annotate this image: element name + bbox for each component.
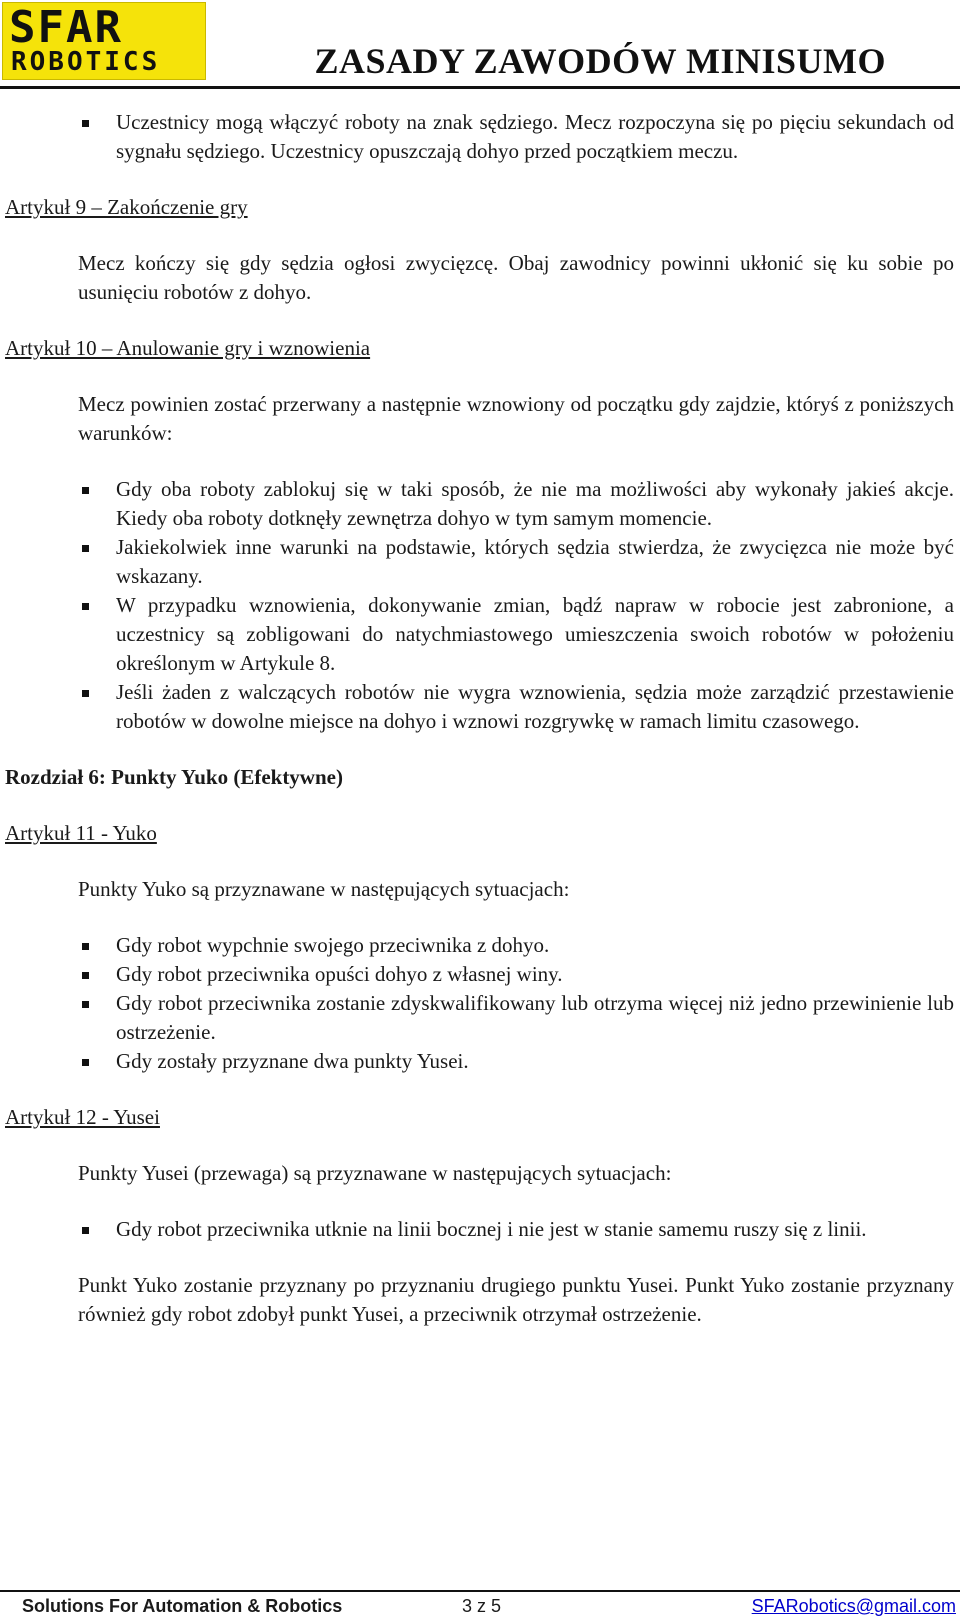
article-10-heading: Artykuł 10 – Anulowanie gry i wznowienia bbox=[5, 336, 371, 360]
bullet-square-icon bbox=[82, 545, 89, 552]
bullet-square-icon bbox=[82, 487, 89, 494]
article-11-text: Punkty Yuko są przyznawane w następujących sytuacjach: bbox=[78, 877, 570, 901]
bullet-square-icon bbox=[82, 1227, 89, 1234]
bullet-square-icon bbox=[82, 943, 89, 950]
bullet-square-icon bbox=[82, 120, 89, 127]
bullet-square-icon bbox=[82, 1001, 89, 1008]
list-item: Gdy robot wypchnie swojego przeciwnika z dohyo. bbox=[0, 931, 960, 960]
article-10-text: Mecz powinien zostać przerwany a następnie wznowiony od początku gdy zajdzie, któryś z poniższych warunków: bbox=[78, 392, 954, 445]
list-item: Jakiekolwiek inne warunki na podstawie, których sędzia stwierdza, że zwycięzca nie może być wskazany. bbox=[0, 533, 960, 591]
list-item: Gdy oba roboty zablokuj się w taki sposób, że nie ma możliwości aby wykonały jakieś akcje. Kiedy oba roboty dotknęły zewnętrza dohyo w tym samym momencie. bbox=[0, 475, 960, 533]
sfar-robotics-logo bbox=[2, 2, 206, 80]
logo-wordmark-top: SFAR bbox=[9, 2, 123, 53]
footer-email-link[interactable]: SFARobotics@gmail.com bbox=[751, 1596, 956, 1616]
article-12-text: Punkty Yusei (przewaga) są przyznawane w następujących sytuacjach: bbox=[78, 1161, 672, 1185]
bullet-square-icon bbox=[82, 1059, 89, 1066]
bullet-square-icon bbox=[82, 690, 89, 697]
article-11-bullet-list bbox=[0, 931, 960, 1076]
page-footer bbox=[0, 1596, 960, 1618]
bullet-square-icon bbox=[82, 972, 89, 979]
list-item: W przypadku wznowienia, dokonywanie zmian, bądź napraw w robocie jest zabronione, a uczestnicy są zobligowani do natychmiastowego umieszczenia swoich robotów w położeniu określonym w Artykule 8. bbox=[0, 591, 960, 678]
article-12-closing-text: Punkt Yuko zostanie przyznany po przyznaniu drugiego punktu Yusei. Punkt Yuko zostanie przyznany również gdy robot zdobył punkt Yusei, a przeciwnik otrzymał ostrzeżenie. bbox=[78, 1273, 954, 1326]
list-item: Gdy robot przeciwnika zostanie zdyskwalifikowany lub otrzyma więcej niż jedno przewinienie lub ostrzeżenie. bbox=[0, 989, 960, 1047]
article-9-text: Mecz kończy się gdy sędzia ogłosi zwycięzcę. Obaj zawodnicy powinni ukłonić się ku sobie po usunięciu robotów z dohyo. bbox=[78, 251, 954, 304]
list-item: Uczestnicy mogą włączyć roboty na znak sędziego. Mecz rozpoczyna się po pięciu sekundach od sygnału sędziego. Uczestnicy opuszczają dohyo przed początkiem meczu. bbox=[0, 108, 960, 166]
footer-divider bbox=[0, 1590, 960, 1592]
document-body bbox=[0, 108, 960, 1329]
list-item: Gdy zostały przyznane dwa punkty Yusei. bbox=[0, 1047, 960, 1076]
list-item: Gdy robot przeciwnika utknie na linii bocznej i nie jest w stanie samemu ruszy się z linii. bbox=[0, 1215, 960, 1244]
article-10-bullet-list bbox=[0, 475, 960, 736]
article-9-heading: Artykuł 9 – Zakończenie gry bbox=[5, 195, 248, 219]
footer-company-name: Solutions For Automation & Robotics bbox=[22, 1596, 343, 1616]
intro-bullet-list bbox=[0, 108, 960, 166]
footer-page-number: 3 z 5 bbox=[462, 1596, 502, 1616]
list-item: Jeśli żaden z walczących robotów nie wygra wznowienia, sędzia może zarządzić przestawienie robotów w dowolne miejsce na dohyo i wznowi rozgrywkę w ramach limitu czasowego. bbox=[0, 678, 960, 736]
list-item: Gdy robot przeciwnika opuści dohyo z własnej winy. bbox=[0, 960, 960, 989]
logo-wordmark-bottom: ROBOTICS bbox=[11, 47, 161, 77]
document-title: ZASADY ZAWODÓW MINISUMO bbox=[314, 41, 886, 81]
article-12-bullet-list bbox=[0, 1215, 960, 1244]
bullet-square-icon bbox=[82, 603, 89, 610]
header-divider bbox=[0, 86, 960, 89]
chapter-6-heading: Rozdział 6: Punkty Yuko (Efektywne) bbox=[5, 765, 343, 789]
page-header bbox=[0, 0, 960, 92]
article-11-heading: Artykuł 11 - Yuko bbox=[5, 821, 157, 845]
article-12-heading: Artykuł 12 - Yusei bbox=[5, 1105, 160, 1129]
